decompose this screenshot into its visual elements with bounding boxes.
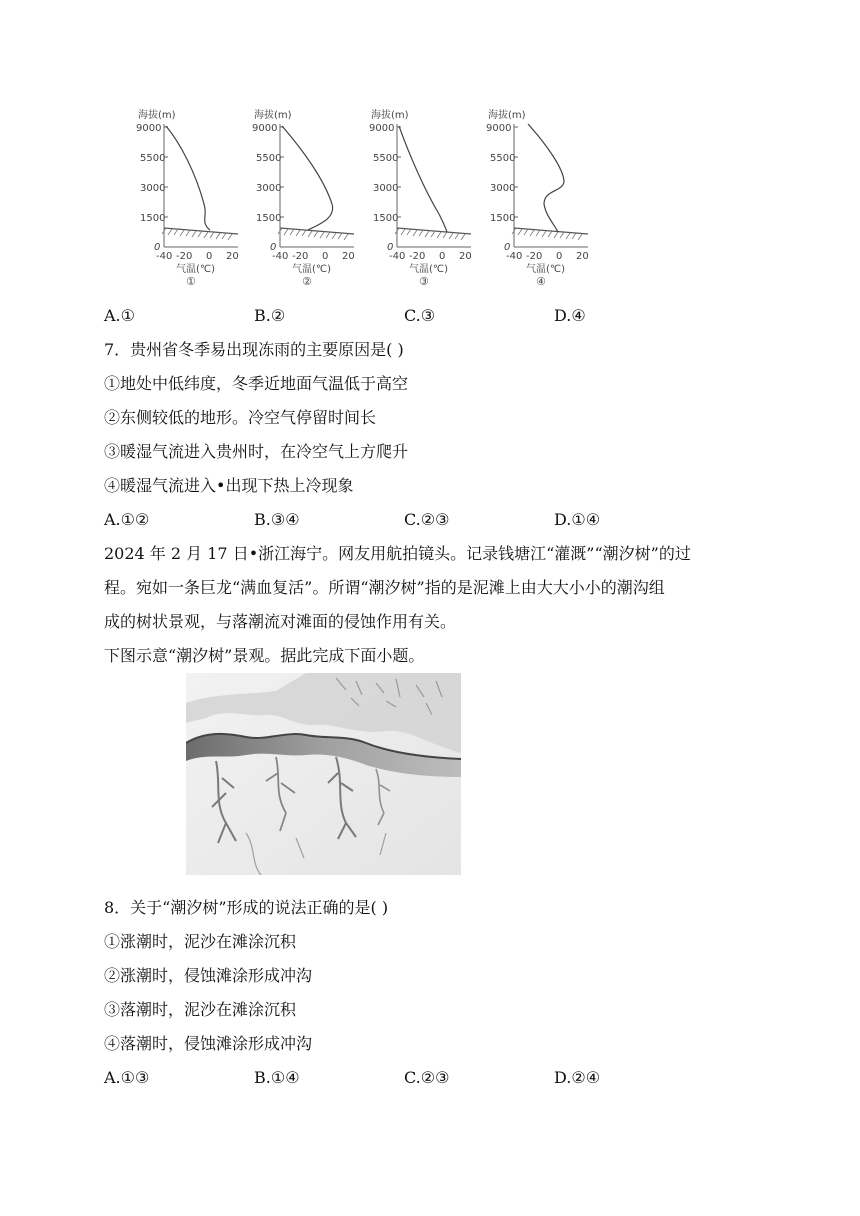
xtick: 0: [556, 251, 563, 262]
q8-option-b[interactable]: B.①④: [254, 1068, 300, 1087]
xtick: -40: [156, 251, 173, 262]
passage-line-2: 程。宛如一条巨龙“满血复活”。所谓“潮汐树”指的是泥滩上由大大小小的潮沟组: [104, 578, 665, 597]
q8-option-c[interactable]: C.②③: [404, 1068, 450, 1087]
ytick: 3000: [373, 183, 399, 194]
q8-option-a[interactable]: A.①③: [104, 1068, 150, 1087]
q8-option-d[interactable]: D.②④: [554, 1068, 601, 1087]
xtick: -20: [292, 251, 309, 262]
q6-option-b[interactable]: B.②: [254, 306, 286, 325]
ytick: 9000: [486, 123, 512, 134]
xtick: 0: [206, 251, 213, 262]
q7-stem: 7．贵州省冬季易出现冻雨的主要原因是( ): [104, 340, 404, 359]
chart-id-label: ②: [302, 275, 312, 288]
ytick: 3000: [140, 183, 166, 194]
q6-option-d[interactable]: D.④: [554, 306, 586, 325]
passage-line-3: 成的树状景观，与落潮流对滩面的侵蚀作用有关。: [104, 612, 457, 631]
chart-xlabel: 气温(℃): [409, 264, 449, 275]
ytick: 5500: [373, 153, 399, 164]
xtick: 20: [342, 251, 355, 262]
q7-option-a[interactable]: A.①②: [104, 510, 150, 529]
xtick: -20: [409, 251, 426, 262]
ytick: 9000: [252, 123, 278, 134]
q7-item-3: ③暖湿气流进入贵州时，在冷空气上方爬升: [104, 442, 409, 461]
chart-id-label: ③: [419, 275, 429, 288]
chart-ylabel: 海拔(m): [488, 110, 526, 121]
passage-intro: 下图示意“潮汐树”景观。据此完成下面小题。: [104, 646, 425, 665]
ytick: 1500: [256, 213, 282, 224]
q7-option-c[interactable]: C.②③: [404, 510, 450, 529]
ytick: 5500: [140, 153, 166, 164]
xtick: 20: [576, 251, 589, 262]
q7-option-b[interactable]: B.③④: [254, 510, 300, 529]
ytick: 9000: [369, 123, 395, 134]
xtick: 0: [439, 251, 446, 262]
ytick: 5500: [256, 153, 282, 164]
ytick: 0: [387, 242, 394, 253]
q8-item-1: ①涨潮时，泥沙在滩涂沉积: [104, 932, 297, 951]
q6-option-c[interactable]: C.③: [404, 306, 436, 325]
ytick: 0: [504, 242, 511, 253]
temperature-profile-chart-4: [486, 104, 596, 294]
q7-item-1: ①地处中低纬度，冬季近地面气温低于高空: [104, 374, 409, 393]
temperature-profile-chart-3: [369, 104, 479, 294]
xtick: 20: [459, 251, 472, 262]
q8-stem: 8．关于“潮汐树”形成的说法正确的是( ): [104, 898, 389, 917]
chart-ylabel: 海拔(m): [371, 110, 409, 121]
q8-item-2: ②涨潮时，侵蚀滩涂形成冲沟: [104, 966, 313, 985]
q7-item-4: ④暖湿气流进入•出现下热上冷现象: [104, 476, 354, 495]
xtick: 20: [226, 251, 239, 262]
ytick: 5500: [490, 153, 516, 164]
chart-ylabel: 海拔(m): [138, 110, 176, 121]
xtick: -40: [389, 251, 406, 262]
ytick: 9000: [136, 123, 162, 134]
xtick: -20: [526, 251, 543, 262]
q6-option-a[interactable]: A.①: [104, 306, 135, 325]
q8-item-4: ④落潮时，侵蚀滩涂形成冲沟: [104, 1034, 313, 1053]
ytick: 1500: [140, 213, 166, 224]
temperature-profile-chart-2: [252, 104, 362, 294]
chart-xlabel: 气温(℃): [292, 264, 332, 275]
q8-item-3: ③落潮时，泥沙在滩涂沉积: [104, 1000, 297, 1019]
xtick: -40: [272, 251, 289, 262]
chart-id-label: ④: [536, 275, 546, 288]
ytick: 3000: [256, 183, 282, 194]
passage-line-1: 2024 年 2 月 17 日•浙江海宁。网友用航拍镜头。记录钱塘江“灌溉”“潮汐树”的过: [104, 544, 691, 563]
q7-item-2: ②东侧较低的地形。冷空气停留时间长: [104, 408, 377, 427]
ytick: 1500: [373, 213, 399, 224]
xtick: 0: [322, 251, 329, 262]
temperature-profile-chart-1: [136, 104, 246, 294]
xtick: -20: [176, 251, 193, 262]
chart-ylabel: 海拔(m): [254, 110, 292, 121]
tidal-tree-aerial-photo: [186, 673, 461, 875]
ytick: 3000: [490, 183, 516, 194]
chart-xlabel: 气温(℃): [176, 264, 216, 275]
ytick: 0: [270, 242, 277, 253]
chart-xlabel: 气温(℃): [526, 264, 566, 275]
ytick: 0: [154, 242, 161, 253]
xtick: -40: [506, 251, 523, 262]
chart-id-label: ①: [186, 275, 196, 288]
q7-option-d[interactable]: D.①④: [554, 510, 601, 529]
ytick: 1500: [490, 213, 516, 224]
